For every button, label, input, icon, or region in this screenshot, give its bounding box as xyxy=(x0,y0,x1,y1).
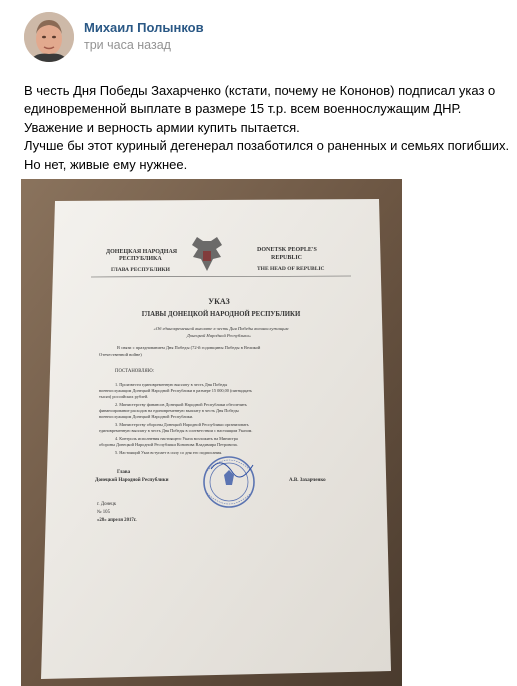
signature-label: Глава xyxy=(117,470,131,475)
decree-item: военнослужащим Донецкой Народной Республики. xyxy=(99,414,194,419)
decree-subtitle: Донецкой Народной Республики» xyxy=(186,333,252,338)
document-photo xyxy=(21,179,402,686)
decree-item: финансирование расходов на единовременную выплату в честь Дня Победы xyxy=(99,408,239,413)
decree-verb: ПОСТАНОВЛЯЮ: xyxy=(115,369,155,374)
decree-word: УКАЗ xyxy=(208,297,230,306)
doc-header-left: ГЛАВА РЕСПУБЛИКИ xyxy=(111,267,170,273)
doc-header-left: ДОНЕЦКАЯ НАРОДНАЯ xyxy=(106,249,178,255)
doc-city: г. Донецк xyxy=(97,502,117,507)
decree-subtitle: «Об единовременной выплате в честь Дня Победы военнослужащим xyxy=(153,326,289,331)
decree-item: 2. Министерству финансов Донецкой Народной Республики обеспечить xyxy=(115,402,247,407)
doc-header-right: REPUBLIC xyxy=(271,255,303,261)
post-text-line: Лучше бы этот куриный дегенерал позаботился о раненных и семьях погибших. xyxy=(24,138,510,154)
doc-date: «28» апреля 2017г. xyxy=(97,518,137,523)
post-header xyxy=(24,12,504,64)
doc-header-right: DONETSK PEOPLE'S xyxy=(257,247,317,253)
post-text-line: В честь Дня Победы Захарченко (кстати, почему не Кононов) подписал указ о xyxy=(24,83,496,98)
decree-item: военнослужащим Донецкой Народной Республики в размере 15 000,00 (пятнадцать xyxy=(99,388,252,393)
decree-item: 3. Министерству обороны Донецкой Народной Республики организовать xyxy=(115,422,249,427)
decree-item: 1. Произвести единовременную выплату в честь Дня Победы xyxy=(115,382,228,387)
decree-item: единовременную выплату в честь Дня Победы в соответствии с настоящим Указом. xyxy=(99,428,253,433)
doc-header-left: РЕСПУБЛИКА xyxy=(119,256,162,262)
decree-intro: В связи с празднованием Дня Победы (72-й годовщины Победы в Великой xyxy=(117,345,261,350)
avatar-photo xyxy=(24,12,74,62)
decree-item: обороны Донецкой Народной Республики Кононова Владимира Петровича. xyxy=(99,442,238,447)
post-text-line: Уважение и верность армии купить пытается. xyxy=(24,119,300,135)
post-text-line: единовременной выплате в размере 15 т.р. всем военнослужащим ДНР. xyxy=(24,101,462,117)
doc-number: № 105 xyxy=(97,510,110,515)
decree-title: ГЛАВЫ ДОНЕЦКОЙ НАРОДНОЙ РЕСПУБЛИКИ xyxy=(141,311,301,318)
post-text xyxy=(24,82,510,174)
post-timestamp[interactable]: три часа назад xyxy=(84,38,171,52)
attached-photo[interactable] xyxy=(21,179,402,686)
decree-item: тысяч) российских рублей. xyxy=(99,394,149,399)
doc-header-right: THE HEAD OF REPUBLIC xyxy=(257,266,325,272)
decree-item: 5. Настоящий Указ вступает в силу со дня его подписания. xyxy=(115,450,223,455)
signature-label: Донецкой Народной Республики xyxy=(95,478,169,483)
decree-intro: Отечественной войне) xyxy=(99,352,142,357)
author-name-link[interactable]: Михаил Полынков xyxy=(84,20,204,35)
avatar[interactable] xyxy=(24,12,74,62)
post-text-line: Но нет, живые ему нужнее. xyxy=(24,156,188,172)
signer-name: А.В. Захарченко xyxy=(289,478,326,483)
decree-item: 4. Контроль исполнения настоящего Указа возложить на Министра xyxy=(115,436,238,441)
